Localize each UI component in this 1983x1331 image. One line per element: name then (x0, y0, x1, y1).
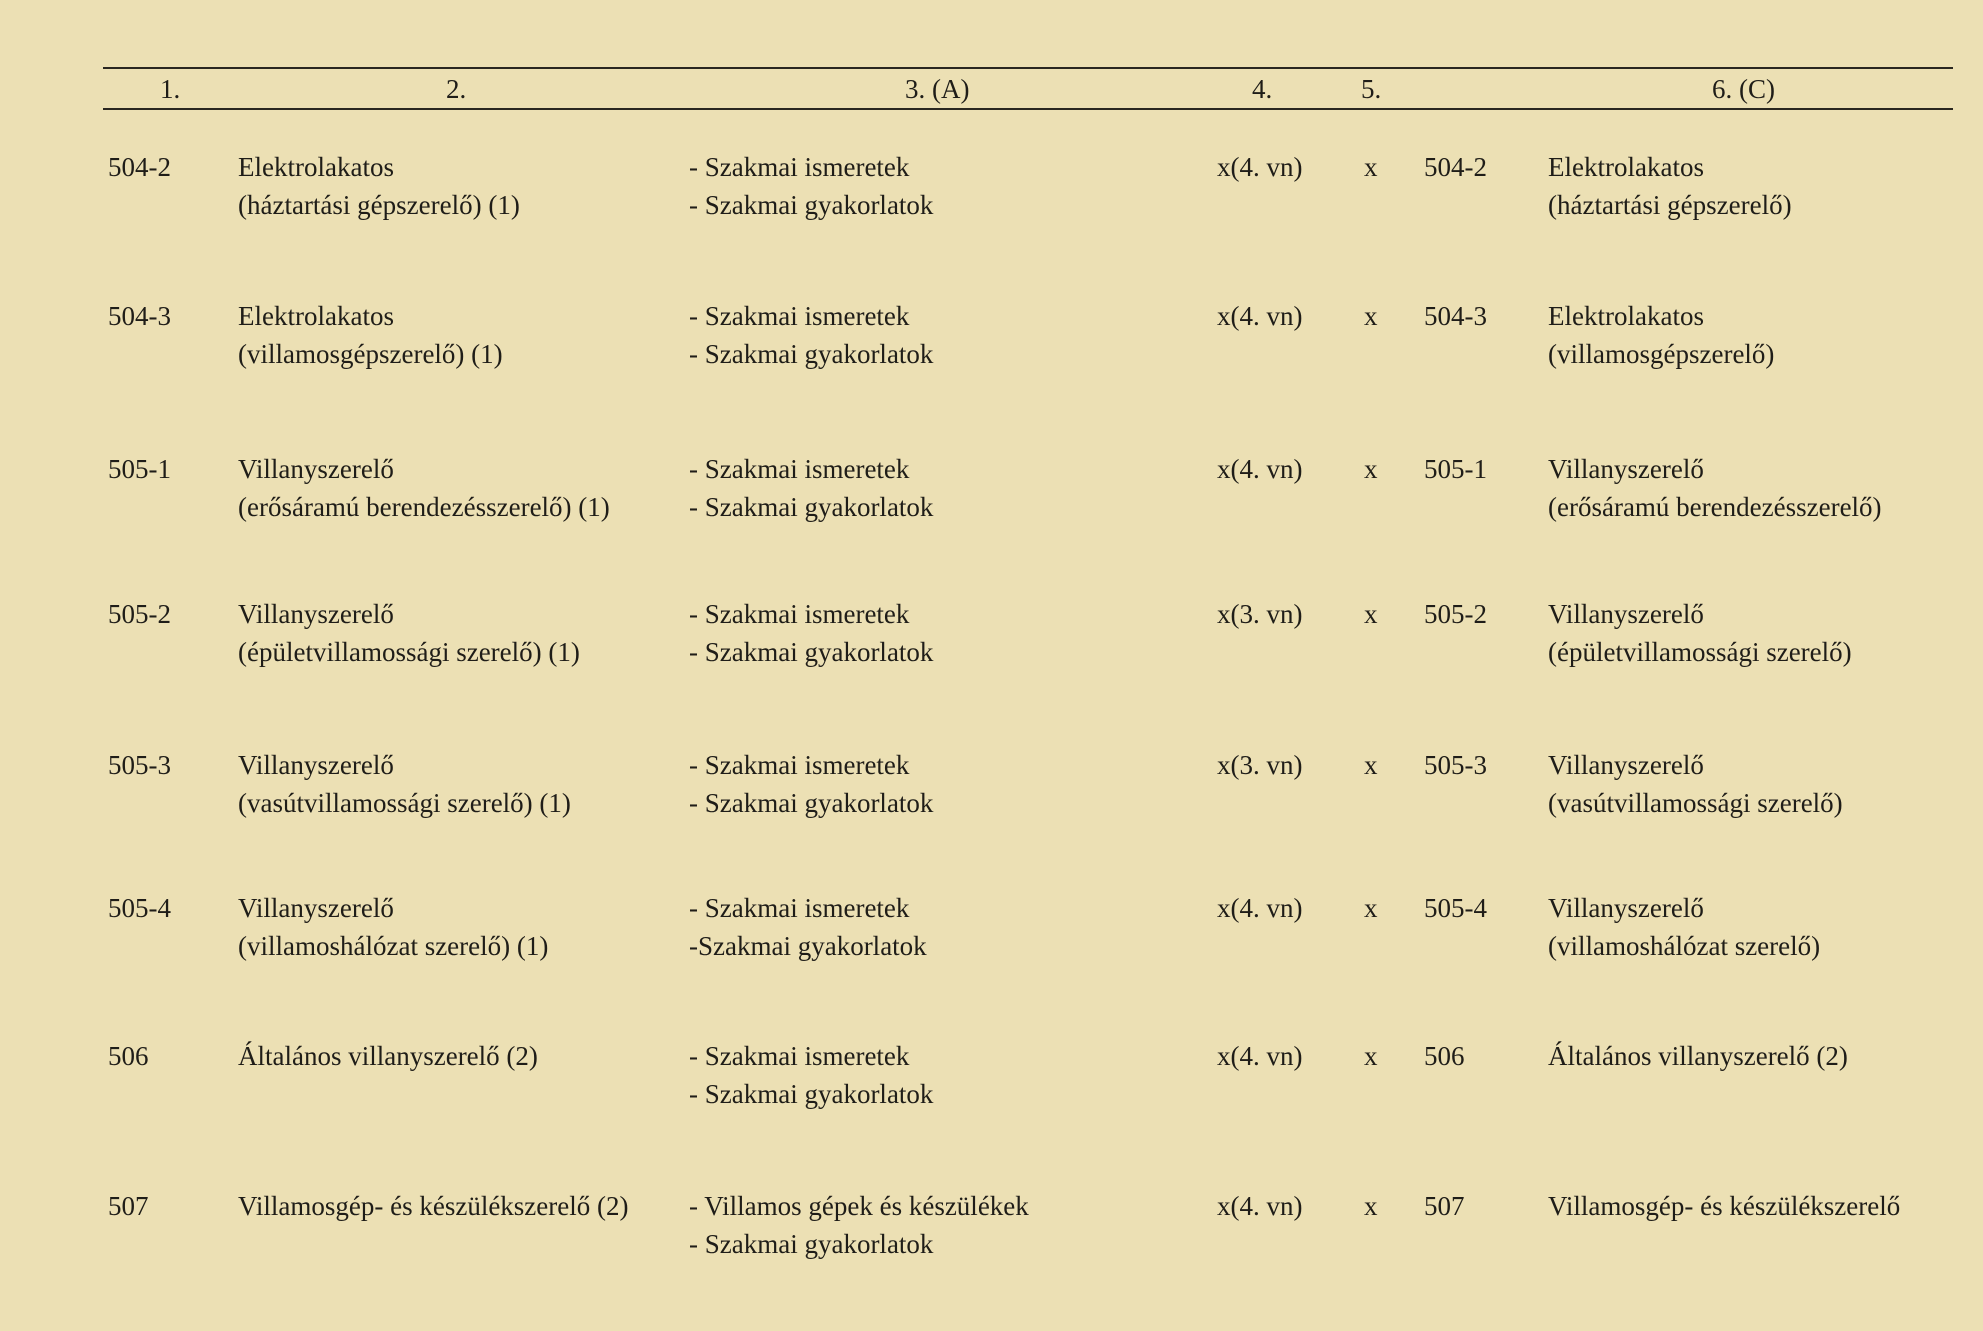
row-new-name-line: Elektrolakatos (1548, 152, 1704, 182)
row-new-name-line: Villanyszerelő (1548, 599, 1704, 629)
row-subjects (689, 1037, 933, 1113)
row-new-code: 504-3 (1424, 301, 1487, 331)
row-mark: x (1364, 893, 1378, 923)
row-subjects-line: - Szakmai ismeretek (689, 301, 910, 331)
row-subjects (689, 297, 933, 373)
row-subjects-line: - Szakmai ismeretek (689, 152, 910, 182)
row-subjects (689, 1187, 1029, 1263)
header-col-3: 3. (A) (905, 74, 970, 104)
row-new-name-line: Általános villanyszerelő (2) (1548, 1041, 1848, 1071)
row-new-name-line: Villanyszerelő (1548, 454, 1704, 484)
row-new-name (1548, 450, 1882, 526)
row-new-name (1548, 297, 1774, 373)
row-new-name-line: Elektrolakatos (1548, 301, 1704, 331)
row-new-name (1548, 595, 1852, 671)
row-name (238, 450, 610, 526)
row-exam: x(4. vn) (1217, 1191, 1303, 1221)
row-exam: x(3. vn) (1217, 599, 1303, 629)
row-code: 505-3 (108, 750, 171, 780)
row-new-name-line: Villanyszerelő (1548, 893, 1704, 923)
row-subjects (689, 450, 933, 526)
row-exam: x(4. vn) (1217, 893, 1303, 923)
row-code: 505-2 (108, 599, 171, 629)
row-exam: x(4. vn) (1217, 152, 1303, 182)
row-name-line: Villanyszerelő (238, 454, 394, 484)
row-name-line: (erősáramú berendezésszerelő) (1) (238, 492, 610, 522)
row-code: 504-3 (108, 301, 171, 331)
row-name (238, 595, 580, 671)
row-subjects-line: - Szakmai gyakorlatok (689, 339, 934, 369)
row-code: 505-4 (108, 893, 171, 923)
row-name-line: (háztartási gépszerelő) (1) (238, 190, 520, 220)
row-subjects-line: - Szakmai ismeretek (689, 1041, 910, 1071)
row-new-name-line: (vasútvillamossági szerelő) (1548, 788, 1843, 818)
row-subjects-line: - Szakmai ismeretek (689, 599, 910, 629)
header-bottom-rule (103, 108, 1953, 110)
row-name-line: (vasútvillamossági szerelő) (1) (238, 788, 571, 818)
row-code: 506 (108, 1041, 149, 1071)
row-mark: x (1364, 750, 1378, 780)
row-code: 504-2 (108, 152, 171, 182)
row-name (238, 889, 548, 965)
row-new-code: 506 (1424, 1041, 1465, 1071)
row-name-line: Villanyszerelő (238, 750, 394, 780)
row-mark: x (1364, 1191, 1378, 1221)
row-new-name (1548, 1187, 1900, 1225)
row-name (238, 297, 503, 373)
row-name-line: Elektrolakatos (238, 301, 394, 331)
row-subjects-line: - Szakmai gyakorlatok (689, 1079, 934, 1109)
row-new-code: 505-3 (1424, 750, 1487, 780)
row-new-name (1548, 148, 1792, 224)
row-new-code: 505-2 (1424, 599, 1487, 629)
header-col-1: 1. (160, 74, 181, 104)
row-subjects (689, 595, 933, 671)
row-name-line: Villamosgép- és készülékszerelő (2) (238, 1191, 629, 1221)
header-col-5: 5. (1361, 74, 1382, 104)
row-subjects (689, 889, 927, 965)
row-subjects-line: - Szakmai ismeretek (689, 750, 910, 780)
row-new-name-line: (háztartási gépszerelő) (1548, 190, 1792, 220)
row-subjects-line: - Villamos gépek és készülékek (689, 1191, 1029, 1221)
row-subjects (689, 746, 933, 822)
row-new-name-line: (épületvillamossági szerelő) (1548, 637, 1852, 667)
row-exam: x(4. vn) (1217, 454, 1303, 484)
header-col-6: 6. (C) (1712, 74, 1775, 104)
row-new-name-line: (erősáramú berendezésszerelő) (1548, 492, 1882, 522)
row-new-name (1548, 1037, 1848, 1075)
row-subjects-line: - Szakmai gyakorlatok (689, 492, 934, 522)
row-mark: x (1364, 599, 1378, 629)
row-name-line: Villanyszerelő (238, 893, 394, 923)
row-new-code: 507 (1424, 1191, 1465, 1221)
row-mark: x (1364, 301, 1378, 331)
row-exam: x(4. vn) (1217, 1041, 1303, 1071)
row-new-code: 504-2 (1424, 152, 1487, 182)
row-subjects-line: -Szakmai gyakorlatok (689, 931, 927, 961)
row-name-line: (villamosgépszerelő) (1) (238, 339, 503, 369)
row-subjects-line: - Szakmai gyakorlatok (689, 788, 934, 818)
header-top-rule (103, 67, 1953, 69)
row-name-line: (épületvillamossági szerelő) (1) (238, 637, 580, 667)
row-new-code: 505-1 (1424, 454, 1487, 484)
row-name-line: (villamoshálózat szerelő) (1) (238, 931, 549, 961)
row-subjects (689, 148, 933, 224)
row-code: 507 (108, 1191, 149, 1221)
row-new-name-line: Villamosgép- és készülékszerelő (1548, 1191, 1901, 1221)
row-subjects-line: - Szakmai gyakorlatok (689, 637, 934, 667)
header-col-2: 2. (446, 74, 467, 104)
row-mark: x (1364, 152, 1378, 182)
row-subjects-line: - Szakmai ismeretek (689, 454, 910, 484)
row-name (238, 148, 520, 224)
row-mark: x (1364, 1041, 1378, 1071)
row-mark: x (1364, 454, 1378, 484)
row-name-line: Általános villanyszerelő (2) (238, 1041, 538, 1071)
row-code: 505-1 (108, 454, 171, 484)
row-new-name-line: Villanyszerelő (1548, 750, 1704, 780)
row-new-name (1548, 889, 1820, 965)
row-new-name-line: (villamoshálózat szerelő) (1548, 931, 1821, 961)
row-new-name (1548, 746, 1843, 822)
row-name (238, 1187, 629, 1225)
row-subjects-line: - Szakmai gyakorlatok (689, 1229, 934, 1259)
row-new-code: 505-4 (1424, 893, 1487, 923)
row-subjects-line: - Szakmai ismeretek (689, 893, 910, 923)
row-exam: x(3. vn) (1217, 750, 1303, 780)
row-name (238, 1037, 538, 1075)
row-exam: x(4. vn) (1217, 301, 1303, 331)
row-subjects-line: - Szakmai gyakorlatok (689, 190, 934, 220)
row-name-line: Elektrolakatos (238, 152, 394, 182)
header-col-4: 4. (1252, 74, 1273, 104)
row-new-name-line: (villamosgépszerelő) (1548, 339, 1775, 369)
row-name (238, 746, 571, 822)
row-name-line: Villanyszerelő (238, 599, 394, 629)
